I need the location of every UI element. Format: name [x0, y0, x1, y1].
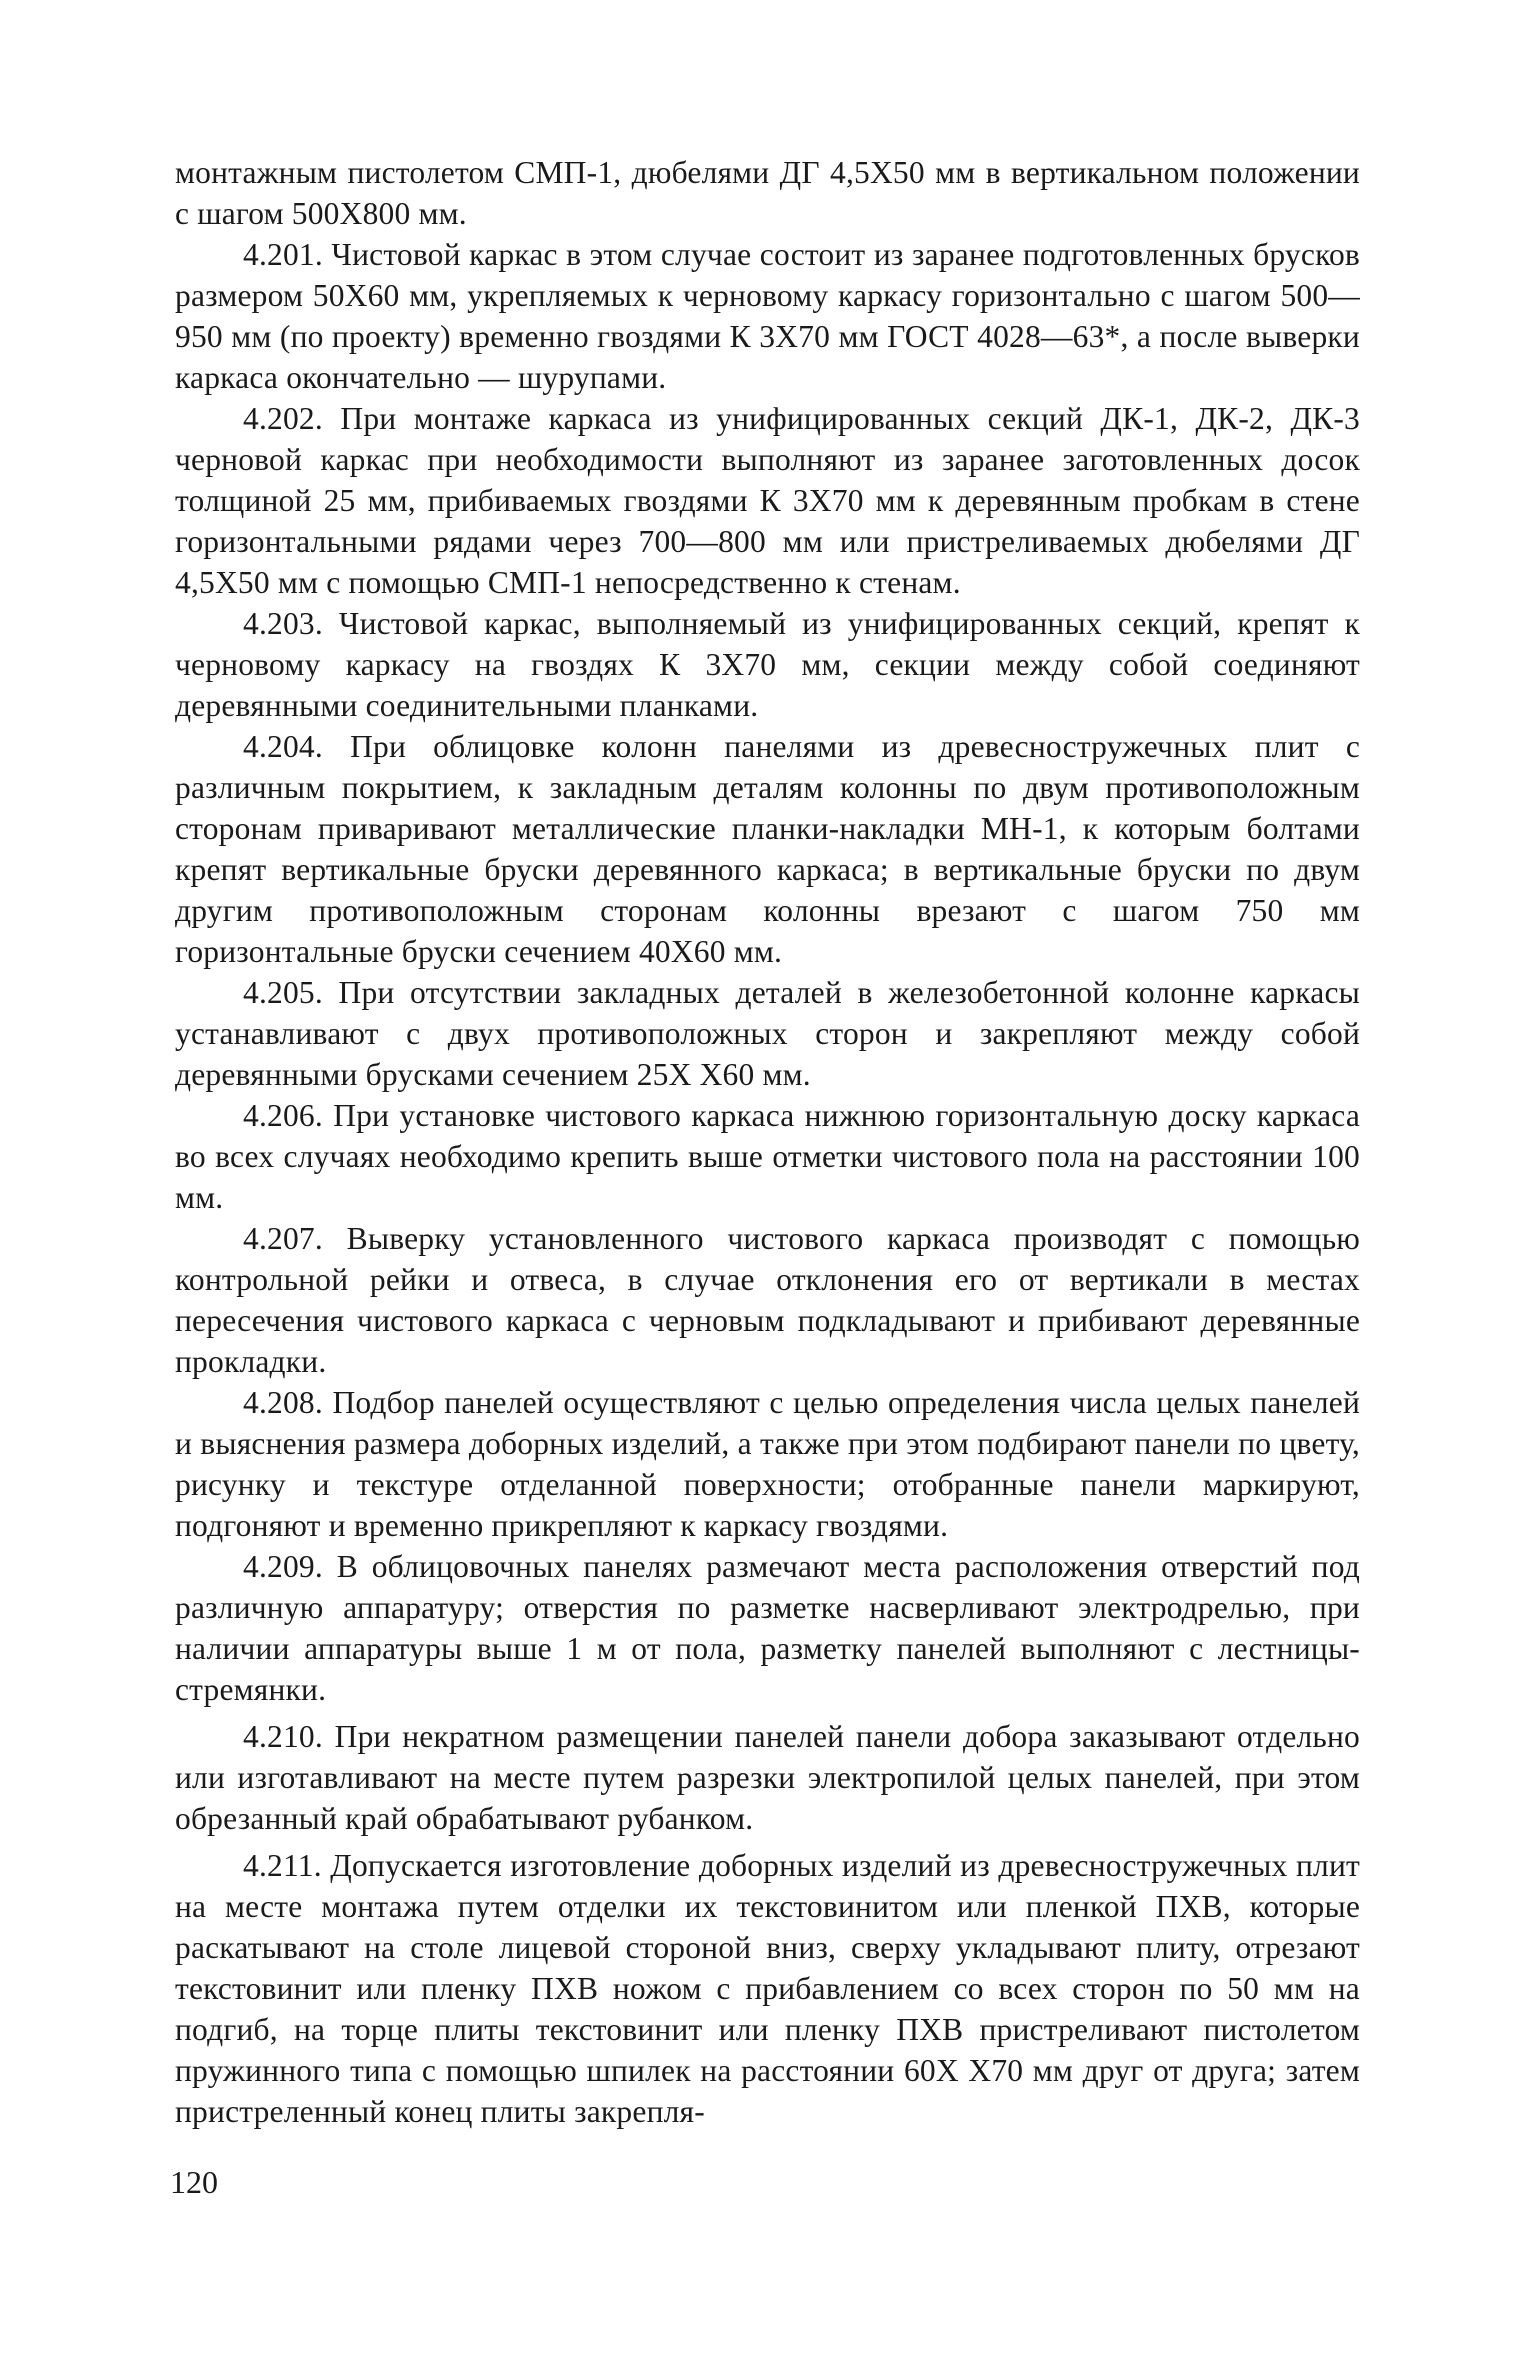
paragraph-number: 4.203. — [243, 606, 323, 641]
paragraph-number: 4.206. — [243, 1098, 323, 1133]
paragraph-text: При некратном размещении панелей панели добора заказывают отдельно или изготавливают на месте путем разрезки электропилой целых панелей, при этом обрезанный край обрабатывают рубанком. — [175, 1719, 1360, 1836]
paragraph-text: В облицовочных панелях размечают места расположения отверстий под различную аппаратуру; отверстия по разметке насверливают электродрелью, при наличии аппаратуры выше 1 м от пола, разметку панелей выполняют с лестницы-стремянки. — [175, 1549, 1360, 1707]
paragraph-number: 4.204. — [243, 729, 323, 764]
paragraph-4-208 — [175, 1382, 1360, 1546]
paragraph-text: Допускается изготовление доборных изделий из древесностружечных плит на месте монтажа путем отделки их текстовинитом или пленкой ПХВ, которые раскатывают на столе лицевой стороной вниз, сверху укладывают плиту, отрезают текстовинит или пленку ПХВ ножом с прибавлением со всех сторон по 50 мм на подгиб, на торце плиты текстовинит или пленку ПХВ пристреливают пистолетом пружинного типа с помощью шпилек на расстоянии 60Х Х70 мм друг от друга; затем пристреленный конец плиты закрепля- — [175, 1848, 1361, 2129]
page-number: 120 — [170, 2164, 218, 2200]
paragraph-4-201 — [175, 234, 1360, 398]
paragraph-text: При отсутствии закладных деталей в железобетонной колонне каркасы устанавливают с двух противоположных сторон и закрепляют между собой деревянными брусками сечением 25Х Х60 мм. — [175, 975, 1361, 1092]
paragraph-4-206 — [175, 1095, 1360, 1218]
paragraph-number: 4.211. — [243, 1848, 322, 1883]
paragraph-number: 4.202. — [243, 401, 323, 436]
body-text — [175, 152, 1360, 2132]
paragraph-number: 4.209. — [243, 1549, 323, 1584]
paragraph-4-209 — [175, 1546, 1360, 1710]
paragraph-text: Чистовой каркас, выполняемый из унифицированных секций, крепят к черновому каркасу на гвоздях К 3Х70 мм, секции между собой соединяют деревянными соединительными планками. — [175, 606, 1361, 723]
paragraph-number: 4.208. — [243, 1385, 323, 1420]
paragraph-text: Чистовой каркас в этом случае состоит из заранее подготовленных брусков размером 50Х60 мм, укрепляемых к черновому каркасу горизонтально с шагом 500—950 мм (по проекту) временно гвоздями К 3Х70 мм ГОСТ 4028—63*, а после выверки каркаса окончательно — шурупами. — [175, 237, 1360, 395]
paragraph-4-204 — [175, 726, 1360, 972]
paragraph-text: Выверку установленного чистового каркаса производят с помощью контрольной рейки и отвеса, в случае отклонения его от вертикали в местах пересечения чистового каркаса с черновым подкладывают и прибивают деревянные прокладки. — [175, 1221, 1360, 1379]
paragraph-number: 4.201. — [243, 237, 323, 272]
paragraph-text: При установке чистового каркаса нижнюю горизонтальную доску каркаса во всех случаях необходимо крепить выше отметки чистового пола на расстоянии 100 мм. — [175, 1098, 1360, 1215]
paragraph-number: 4.210. — [243, 1719, 323, 1754]
paragraph-4-211 — [175, 1845, 1360, 2132]
paragraph-4-203 — [175, 603, 1360, 726]
paragraph-text: Подбор панелей осуществляют с целью определения числа целых панелей и выяснения размера доборных изделий, а также при этом подбирают панели по цвету, рисунку и текстуре отделанной поверхности; отобранные панели маркируют, подгоняют и временно прикрепляют к каркасу гвоздями. — [175, 1385, 1360, 1543]
paragraph-text: При облицовке колонн панелями из древесностружечных плит с различным покрытием, к закладным деталям колонны по двум противоположным сторонам приваривают металлические планки-накладки МН-1, к которым болтами крепят вертикальные бруски деревянного каркаса; в вертикальные бруски по двум другим противоположным сторонам колонны врезают с шагом 750 мм горизонтальные бруски сечением 40Х60 мм. — [175, 729, 1361, 969]
paragraph-4-207 — [175, 1218, 1360, 1382]
paragraph-text: монтажным пистолетом СМП-1, дюбелями ДГ 4,5Х50 мм в вертикальном положении с шагом 500Х800 мм. — [175, 155, 1360, 231]
paragraph-number: 4.205. — [243, 975, 323, 1010]
paragraph-number: 4.207. — [243, 1221, 323, 1256]
paragraph-continuation — [175, 152, 1360, 234]
paragraph-4-210 — [175, 1716, 1360, 1839]
paragraph-text: При монтаже каркаса из унифицированных секций ДК-1, ДК-2, ДК-3 черновой каркас при необходимости выполняют из заранее заготовленных досок толщиной 25 мм, прибиваемых гвоздями К 3Х70 мм к деревянным пробкам в стене горизонтальными рядами через 700—800 мм или пристреливаемых дюбелями ДГ 4,5Х50 мм с помощью СМП-1 непосредственно к стенам. — [175, 401, 1360, 600]
paragraph-4-205 — [175, 972, 1360, 1095]
paragraph-4-202 — [175, 398, 1360, 603]
